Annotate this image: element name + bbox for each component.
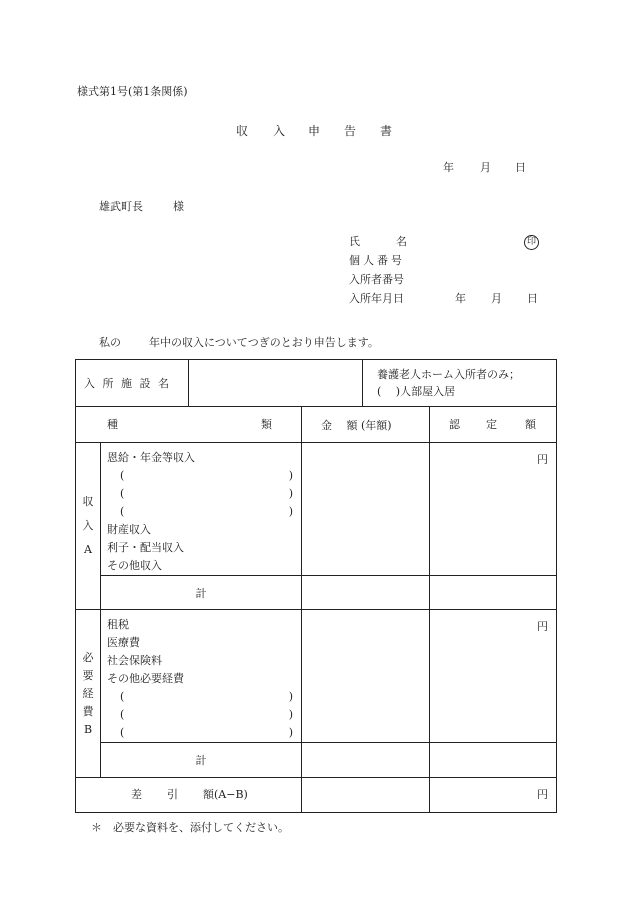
amount-header bbox=[302, 407, 430, 443]
expense-item-blank: ( ) bbox=[120, 690, 293, 703]
income-subtotal-amount-field[interactable] bbox=[302, 576, 430, 610]
date-day: 日 bbox=[515, 161, 526, 174]
nursing-note-line2: ( )人部屋入居 bbox=[377, 385, 456, 398]
income-amount-field[interactable] bbox=[302, 443, 430, 576]
expense-section-label bbox=[76, 610, 101, 778]
statement-suffix: 年中の収入についてつぎのとおり申告します。 bbox=[149, 336, 379, 349]
expense-item-tax: 租税 bbox=[107, 618, 129, 631]
expense-item-insurance: 社会保険料 bbox=[107, 654, 162, 667]
difference-label-2: 引 bbox=[167, 788, 178, 801]
expense-item-medical: 医療費 bbox=[107, 636, 140, 649]
expense-item-blank: ( ) bbox=[120, 726, 293, 739]
income-item-other: その他収入 bbox=[107, 559, 162, 572]
admission-date-label: 入所年月日 bbox=[349, 292, 404, 305]
subtotal-label: 計 bbox=[195, 754, 207, 767]
difference-row bbox=[76, 778, 557, 813]
income-subtotal-approved-field[interactable] bbox=[430, 576, 557, 610]
expense-subtotal-approved-field[interactable] bbox=[430, 743, 557, 778]
expense-amount-field[interactable] bbox=[302, 610, 430, 743]
statement-prefix: 私の bbox=[99, 336, 121, 349]
approved-header-3: 額 bbox=[525, 417, 536, 431]
facility-name-field[interactable] bbox=[189, 360, 363, 407]
expense-label-char: 費 bbox=[82, 704, 94, 718]
yen-unit: 円 bbox=[537, 620, 548, 633]
footnote-mark: ＊ bbox=[91, 821, 102, 834]
admission-day: 日 bbox=[527, 292, 538, 305]
date-month: 月 bbox=[480, 161, 491, 174]
admission-month: 月 bbox=[491, 292, 502, 305]
expense-item-other: その他必要経費 bbox=[107, 672, 184, 685]
income-item-blank: ( ) bbox=[120, 505, 293, 518]
header-row bbox=[76, 407, 557, 443]
name-label-2: 名 bbox=[396, 235, 407, 248]
income-approved-field[interactable] bbox=[430, 443, 557, 576]
income-item-pension: 恩給・年金等収入 bbox=[107, 451, 195, 464]
income-item-blank: ( ) bbox=[120, 487, 293, 500]
expense-subtotal-label bbox=[101, 743, 302, 778]
resident-number-label: 入所者番号 bbox=[349, 273, 404, 286]
income-label-char: A bbox=[84, 543, 92, 556]
facility-label: 入 所 施 設 名 bbox=[84, 377, 171, 390]
expense-label-char: 要 bbox=[82, 668, 94, 682]
nursing-home-note bbox=[363, 360, 557, 407]
difference-amount-field[interactable] bbox=[302, 778, 430, 813]
facility-row bbox=[76, 360, 557, 407]
seal-mark: 印 bbox=[524, 235, 539, 250]
addressee-honorific: 様 bbox=[173, 200, 184, 213]
document-title bbox=[236, 124, 393, 138]
difference-label-1: 差 bbox=[131, 788, 142, 801]
yen-unit: 円 bbox=[537, 788, 548, 801]
amount-header-text: 金 額 (年額) bbox=[321, 418, 392, 432]
title-char: 収 bbox=[236, 124, 249, 138]
date-year: 年 bbox=[443, 161, 454, 174]
type-header-2: 類 bbox=[261, 417, 272, 431]
difference-approved-field[interactable] bbox=[430, 778, 557, 813]
expense-label-char: B bbox=[83, 722, 93, 736]
expense-label-char: 必 bbox=[82, 650, 94, 664]
type-header-1: 種 bbox=[107, 417, 118, 431]
title-char: 告 bbox=[344, 124, 357, 138]
expense-item-blank: ( ) bbox=[120, 708, 293, 721]
income-item-blank: ( ) bbox=[120, 469, 293, 482]
income-label-char: 収 bbox=[82, 495, 94, 508]
personal-number-label: 個人番号 bbox=[349, 254, 405, 267]
expense-subtotal-row bbox=[76, 743, 557, 778]
yen-unit: 円 bbox=[537, 453, 548, 466]
approved-header-2: 定 bbox=[486, 417, 497, 431]
difference-label bbox=[76, 778, 302, 813]
expense-subtotal-amount-field[interactable] bbox=[302, 743, 430, 778]
income-item-interest: 利子・配当収入 bbox=[107, 541, 184, 554]
income-subtotal-label bbox=[101, 576, 302, 610]
expense-items-list bbox=[101, 610, 302, 743]
type-header bbox=[76, 407, 302, 443]
form-number: 様式第1号(第1条関係) bbox=[77, 85, 188, 98]
nursing-note-line1: 養護老人ホーム入所者のみ； bbox=[377, 368, 520, 381]
approved-header-1: 認 bbox=[449, 417, 460, 431]
title-char: 申 bbox=[308, 124, 321, 138]
income-section-label bbox=[76, 443, 101, 610]
title-char: 書 bbox=[380, 124, 393, 138]
admission-year: 年 bbox=[455, 292, 466, 305]
footnote-text: 必要な資料を、添付してください。 bbox=[113, 821, 289, 834]
expense-items-row bbox=[76, 610, 557, 743]
facility-label-cell bbox=[76, 360, 189, 407]
addressee-name: 雄武町長 bbox=[99, 200, 143, 213]
expense-label-char: 経 bbox=[82, 686, 94, 700]
income-items-list bbox=[101, 443, 302, 576]
difference-label-3: 額(A−B) bbox=[203, 788, 248, 801]
income-declaration-table bbox=[75, 359, 557, 813]
income-subtotal-row bbox=[76, 576, 557, 610]
expense-approved-field[interactable] bbox=[430, 610, 557, 743]
income-item-property: 財産収入 bbox=[107, 523, 151, 536]
title-char: 入 bbox=[273, 124, 286, 138]
income-items-row bbox=[76, 443, 557, 576]
income-label-char: 入 bbox=[82, 519, 94, 532]
subtotal-label: 計 bbox=[195, 586, 207, 600]
approved-header bbox=[430, 407, 557, 443]
name-label-1: 氏 bbox=[349, 235, 360, 248]
